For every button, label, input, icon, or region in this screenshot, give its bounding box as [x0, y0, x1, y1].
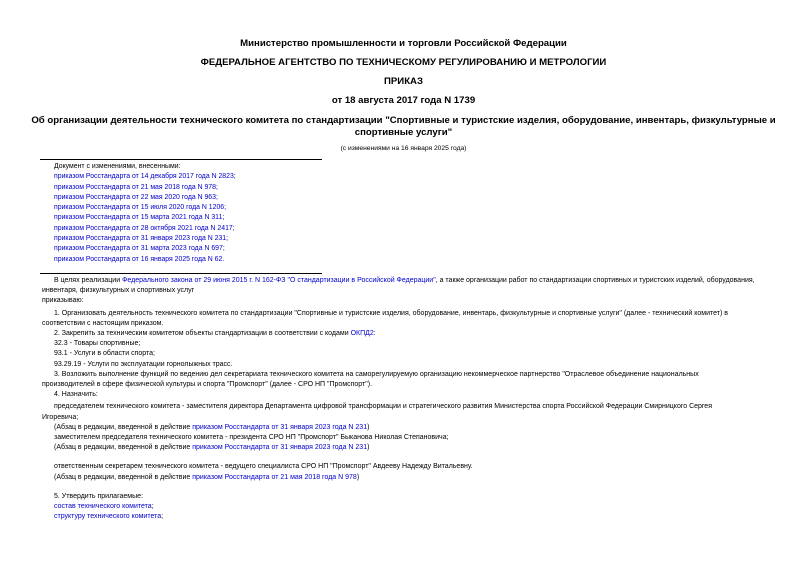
federal-law-link[interactable]: Федерального закона от 29 июня 2015 г. N 162-ФЗ "О стандартизации в Российской Федерации" — [122, 277, 436, 284]
approve-item — [54, 502, 768, 512]
edition-note-2 — [54, 443, 768, 453]
edition-link[interactable]: приказом Росстандарта от 31 января 2023 года N 231 — [192, 444, 368, 452]
paragraph-2 — [54, 329, 768, 339]
edition-note-text: ) — [367, 444, 370, 452]
edition-link[interactable]: приказом Росстандарта от 21 мая 2018 года N 978 — [192, 473, 357, 481]
okpd2-link[interactable]: ОКПД2 — [350, 330, 374, 338]
paragraph-1-line-1: 1. Организовать деятельность технического комитета по стандартизации "Спортивные и туристские изделия, оборудование, инвентарь, физкультурные и спортивные услуги" (далее - технический комитет) в — [54, 309, 729, 317]
approve-item-tail: ; — [161, 513, 164, 521]
preamble — [54, 276, 768, 286]
committee-structure-link[interactable]: структуру технического комитета — [54, 513, 162, 521]
changes-list — [54, 162, 236, 265]
paragraph-3-line-2: производителей в сфере физической культуры и спорта "Промспорт" (далее - СРО НП "Промспорт"). — [42, 381, 373, 389]
vice-chairman: заместителем председателя технического комитета - президента СРО НП "Промспорт" Быканова Николая Степановича; — [54, 434, 449, 442]
chairman-line-2: Игоревича; — [42, 413, 79, 421]
change-link[interactable]: приказом Росстандарта от 22 мая 2020 года N 963; — [54, 193, 218, 201]
change-link[interactable]: приказом Росстандарта от 28 октября 2021 года N 2417; — [54, 224, 235, 232]
paragraph-2-text: : — [373, 330, 376, 338]
change-link[interactable]: приказом Росстандарта от 31 марта 2023 года N 697; — [54, 245, 225, 253]
code-item: 32.3 - Товары спортивные; — [54, 340, 141, 348]
approve-item — [54, 512, 768, 522]
code-item: 93.29.19 - Услуги по эксплуатации горнолыжных трасс. — [54, 360, 233, 368]
revision-note: (с изменениями на 16 января 2025 года) — [340, 145, 467, 152]
paragraph-5: 5. Утвердить прилагаемые: — [54, 492, 143, 500]
change-link[interactable]: приказом Росстандарта от 31 января 2023 года N 231; — [54, 235, 229, 243]
document-type: ПРИКАЗ — [384, 76, 423, 87]
document-title-line-1: Об организации деятельности технического комитета по стандартизации "Спортивные и туристские изделия, оборудование, инвентарь, физкультурные и — [31, 115, 776, 126]
secretary: ответственным секретарем технического комитета - ведущего специалиста СРО НП "Промспорт" Авдееву Надежду Витальевну. — [54, 463, 473, 471]
preamble-text: , а также организации работ по стандартизации спортивных и туристских изделий, оборудования, — [435, 277, 755, 284]
preamble-text: В целях реализации — [54, 277, 123, 284]
document-date-number: от 18 августа 2017 года N 1739 — [331, 95, 476, 106]
change-link[interactable]: приказом Росстандарта от 21 мая 2018 года N 978; — [54, 183, 218, 191]
edition-note-text: ) — [356, 473, 360, 481]
edition-note-text: (Абзац в редакции, введенной в действие — [54, 423, 193, 431]
committee-composition-link[interactable]: состав технического комитета — [54, 503, 152, 511]
edition-note-text: (Абзац в редакции, введенной в действие — [54, 444, 193, 452]
preamble-cont: инвентаря, физкультурных и спортивных услуг — [42, 287, 195, 295]
document-body — [42, 276, 768, 522]
code-item: 93.1 - Услуги в области спорта; — [54, 350, 155, 358]
edition-link[interactable]: приказом Росстандарта от 31 января 2023 года N 231 — [192, 423, 368, 431]
agency-name: ФЕДЕРАЛЬНОЕ АГЕНТСТВО ПО ТЕХНИЧЕСКОМУ РЕГУЛИРОВАНИЮ И МЕТРОЛОГИИ — [200, 57, 607, 68]
divider-top — [40, 159, 322, 160]
paragraph-3-line-1: 3. Возложить выполнение функций по ведению дел секретариата технического комитета на саморегулируемую организацию некоммерческое партнерство "Отраслевое объединение национальных — [54, 370, 699, 378]
document-title-line-2: спортивные услуги" — [354, 127, 453, 138]
change-link[interactable]: приказом Росстандарта от 15 марта 2021 года N 311; — [54, 214, 225, 222]
paragraph-2-text: 2. Закрепить за техническим комитетом объекты стандартизации в соответствии с кодами — [54, 330, 351, 338]
change-link[interactable]: приказом Росстандарта от 14 декабря 2017 года N 2823; — [54, 173, 236, 181]
paragraph-4: 4. Назначить: — [54, 391, 98, 399]
chairman-line-1: председателем технического комитета - заместителя директора Департамента цифровой трансформации и стратегического развития Министерства спорта Российской Федерации Смирницкого Сергея — [54, 403, 712, 411]
paragraph-1-line-2: соответствии с настоящим приказом. — [42, 319, 164, 327]
change-link[interactable]: приказом Росстандарта от 15 июля 2020 года N 1206; — [54, 204, 227, 212]
changes-intro: Документ с изменениями, внесенными: — [54, 163, 181, 170]
edition-note-1 — [54, 423, 768, 433]
edition-note-text: (Абзац в редакции, введенной в действие — [54, 473, 193, 481]
orders-word: приказываю: — [42, 297, 84, 305]
ministry-name: Министерство промышленности и торговли Российской Федерации — [240, 38, 567, 49]
change-link[interactable]: приказом Росстандарта от 16 января 2025 года N 62. — [54, 255, 225, 263]
divider-bottom — [40, 273, 322, 274]
edition-note-text: ) — [367, 423, 370, 431]
approve-item-tail: ; — [151, 503, 154, 511]
edition-note-3 — [54, 473, 768, 483]
